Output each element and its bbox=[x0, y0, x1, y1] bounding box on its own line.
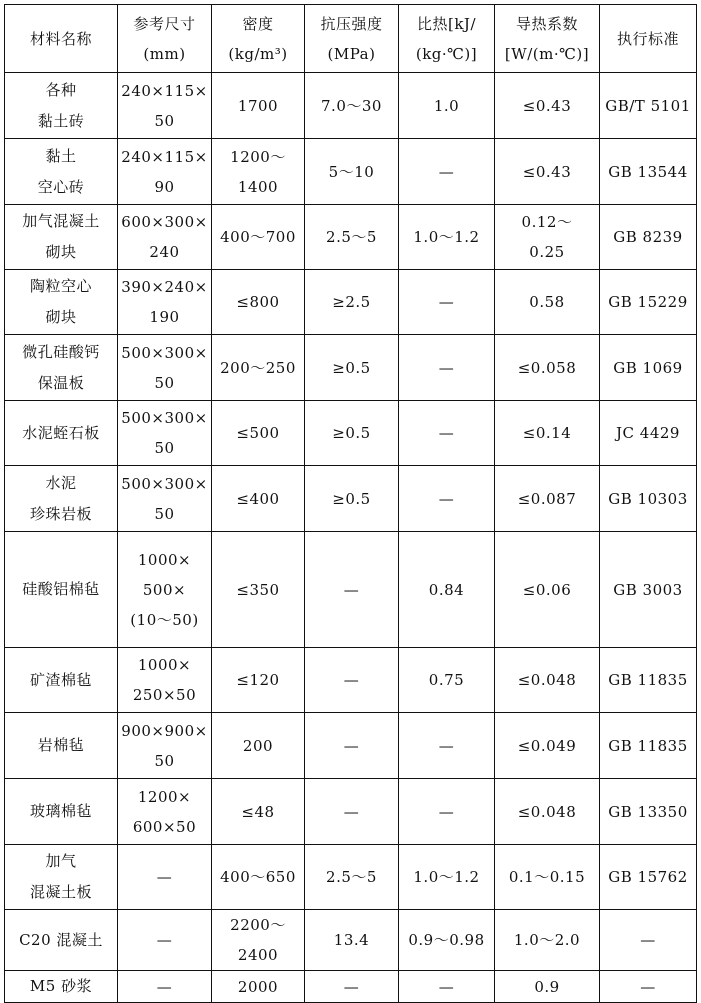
header-cell: 材料名称 bbox=[5, 5, 118, 73]
density-cell: 2000 bbox=[212, 971, 305, 1003]
standard-cell: GB 3003 bbox=[600, 532, 697, 648]
table-row bbox=[5, 779, 697, 845]
size-cell: — bbox=[118, 845, 212, 910]
header-cell: 密度 (kg/m³) bbox=[212, 5, 305, 73]
density-cell: ≤120 bbox=[212, 648, 305, 713]
specific-heat-cell: 0.84 bbox=[399, 532, 495, 648]
conductivity-cell: ≤0.43 bbox=[495, 73, 600, 139]
header-cell: 抗压强度 (MPa) bbox=[305, 5, 399, 73]
conductivity-cell: 0.58 bbox=[495, 270, 600, 335]
strength-cell: 13.4 bbox=[305, 910, 399, 971]
standard-cell: GB 15229 bbox=[600, 270, 697, 335]
specific-heat-cell: — bbox=[399, 270, 495, 335]
conductivity-cell: ≤0.048 bbox=[495, 779, 600, 845]
table-row bbox=[5, 910, 697, 971]
strength-cell: 2.5～5 bbox=[305, 845, 399, 910]
strength-cell: ≥0.5 bbox=[305, 466, 399, 532]
specific-heat-cell: — bbox=[399, 401, 495, 466]
size-cell: 240×115× 50 bbox=[118, 73, 212, 139]
material-name-cell: 黏土 空心砖 bbox=[5, 139, 118, 205]
density-cell: ≤500 bbox=[212, 401, 305, 466]
conductivity-cell: ≤0.049 bbox=[495, 713, 600, 779]
density-cell: 200～250 bbox=[212, 335, 305, 401]
specific-heat-cell: 1.0～1.2 bbox=[399, 845, 495, 910]
density-cell: 200 bbox=[212, 713, 305, 779]
size-cell: — bbox=[118, 910, 212, 971]
density-cell: ≤350 bbox=[212, 532, 305, 648]
specific-heat-cell: — bbox=[399, 466, 495, 532]
conductivity-cell: ≤0.087 bbox=[495, 466, 600, 532]
density-cell: ≤48 bbox=[212, 779, 305, 845]
header-cell: 参考尺寸 (mm) bbox=[118, 5, 212, 73]
size-cell: 1200× 600×50 bbox=[118, 779, 212, 845]
conductivity-cell: ≤0.43 bbox=[495, 139, 600, 205]
strength-cell: — bbox=[305, 779, 399, 845]
header-cell: 比热[kJ/ (kg·℃)] bbox=[399, 5, 495, 73]
standard-cell: GB 13544 bbox=[600, 139, 697, 205]
header-cell: 导热系数 [W/(m·℃)] bbox=[495, 5, 600, 73]
strength-cell: 7.0～30 bbox=[305, 73, 399, 139]
specific-heat-cell: — bbox=[399, 779, 495, 845]
strength-cell: 5～10 bbox=[305, 139, 399, 205]
table-row bbox=[5, 335, 697, 401]
material-name-cell: 岩棉毡 bbox=[5, 713, 118, 779]
size-cell: 1000× 250×50 bbox=[118, 648, 212, 713]
conductivity-cell: 0.1～0.15 bbox=[495, 845, 600, 910]
table-row bbox=[5, 270, 697, 335]
specific-heat-cell: — bbox=[399, 713, 495, 779]
size-cell: 500×300× 50 bbox=[118, 401, 212, 466]
size-cell: 240×115× 90 bbox=[118, 139, 212, 205]
strength-cell: 2.5～5 bbox=[305, 205, 399, 270]
specific-heat-cell: — bbox=[399, 335, 495, 401]
size-cell: 500×300× 50 bbox=[118, 466, 212, 532]
material-name-cell: M5 砂浆 bbox=[5, 971, 118, 1003]
strength-cell: ≥2.5 bbox=[305, 270, 399, 335]
size-cell: 1000× 500× (10～50) bbox=[118, 532, 212, 648]
header-row bbox=[5, 5, 697, 73]
strength-cell: — bbox=[305, 971, 399, 1003]
strength-cell: — bbox=[305, 532, 399, 648]
table-row bbox=[5, 466, 697, 532]
table-row bbox=[5, 845, 697, 910]
standard-cell: GB 11835 bbox=[600, 713, 697, 779]
size-cell: 500×300× 50 bbox=[118, 335, 212, 401]
standard-cell: GB 15762 bbox=[600, 845, 697, 910]
table-row bbox=[5, 532, 697, 648]
table-row bbox=[5, 648, 697, 713]
conductivity-cell: 1.0～2.0 bbox=[495, 910, 600, 971]
specific-heat-cell: 0.9～0.98 bbox=[399, 910, 495, 971]
material-name-cell: 加气 混凝土板 bbox=[5, 845, 118, 910]
size-cell: 390×240× 190 bbox=[118, 270, 212, 335]
specific-heat-cell: — bbox=[399, 971, 495, 1003]
table-row bbox=[5, 139, 697, 205]
standard-cell: GB 8239 bbox=[600, 205, 697, 270]
conductivity-cell: 0.9 bbox=[495, 971, 600, 1003]
density-cell: 1700 bbox=[212, 73, 305, 139]
conductivity-cell: ≤0.058 bbox=[495, 335, 600, 401]
materials-table bbox=[4, 4, 697, 1003]
strength-cell: ≥0.5 bbox=[305, 335, 399, 401]
density-cell: 400～700 bbox=[212, 205, 305, 270]
material-name-cell: C20 混凝土 bbox=[5, 910, 118, 971]
size-cell: 900×900× 50 bbox=[118, 713, 212, 779]
density-cell: 1200～1400 bbox=[212, 139, 305, 205]
material-name-cell: 微孔硅酸钙 保温板 bbox=[5, 335, 118, 401]
specific-heat-cell: 1.0 bbox=[399, 73, 495, 139]
standard-cell: GB/T 5101 bbox=[600, 73, 697, 139]
specific-heat-cell: 0.75 bbox=[399, 648, 495, 713]
table-row bbox=[5, 73, 697, 139]
density-cell: ≤400 bbox=[212, 466, 305, 532]
standard-cell: JC 4429 bbox=[600, 401, 697, 466]
standard-cell: — bbox=[600, 971, 697, 1003]
material-name-cell: 玻璃棉毡 bbox=[5, 779, 118, 845]
size-cell: 600×300× 240 bbox=[118, 205, 212, 270]
density-cell: 2200～2400 bbox=[212, 910, 305, 971]
standard-cell: — bbox=[600, 910, 697, 971]
material-name-cell: 硅酸铝棉毡 bbox=[5, 532, 118, 648]
table-row bbox=[5, 401, 697, 466]
table-row bbox=[5, 713, 697, 779]
strength-cell: — bbox=[305, 713, 399, 779]
material-name-cell: 矿渣棉毡 bbox=[5, 648, 118, 713]
strength-cell: ≥0.5 bbox=[305, 401, 399, 466]
density-cell: ≤800 bbox=[212, 270, 305, 335]
standard-cell: GB 1069 bbox=[600, 335, 697, 401]
conductivity-cell: ≤0.048 bbox=[495, 648, 600, 713]
size-cell: — bbox=[118, 971, 212, 1003]
material-name-cell: 水泥 珍珠岩板 bbox=[5, 466, 118, 532]
specific-heat-cell: 1.0～1.2 bbox=[399, 205, 495, 270]
standard-cell: GB 10303 bbox=[600, 466, 697, 532]
specific-heat-cell: — bbox=[399, 139, 495, 205]
material-name-cell: 水泥蛭石板 bbox=[5, 401, 118, 466]
table-container bbox=[4, 4, 697, 1003]
conductivity-cell: 0.12～ 0.25 bbox=[495, 205, 600, 270]
material-name-cell: 各种 黏土砖 bbox=[5, 73, 118, 139]
strength-cell: — bbox=[305, 648, 399, 713]
standard-cell: GB 13350 bbox=[600, 779, 697, 845]
density-cell: 400～650 bbox=[212, 845, 305, 910]
header-cell: 执行标准 bbox=[600, 5, 697, 73]
standard-cell: GB 11835 bbox=[600, 648, 697, 713]
conductivity-cell: ≤0.06 bbox=[495, 532, 600, 648]
table-row bbox=[5, 205, 697, 270]
material-name-cell: 加气混凝土 砌块 bbox=[5, 205, 118, 270]
conductivity-cell: ≤0.14 bbox=[495, 401, 600, 466]
table-row bbox=[5, 971, 697, 1003]
material-name-cell: 陶粒空心 砌块 bbox=[5, 270, 118, 335]
